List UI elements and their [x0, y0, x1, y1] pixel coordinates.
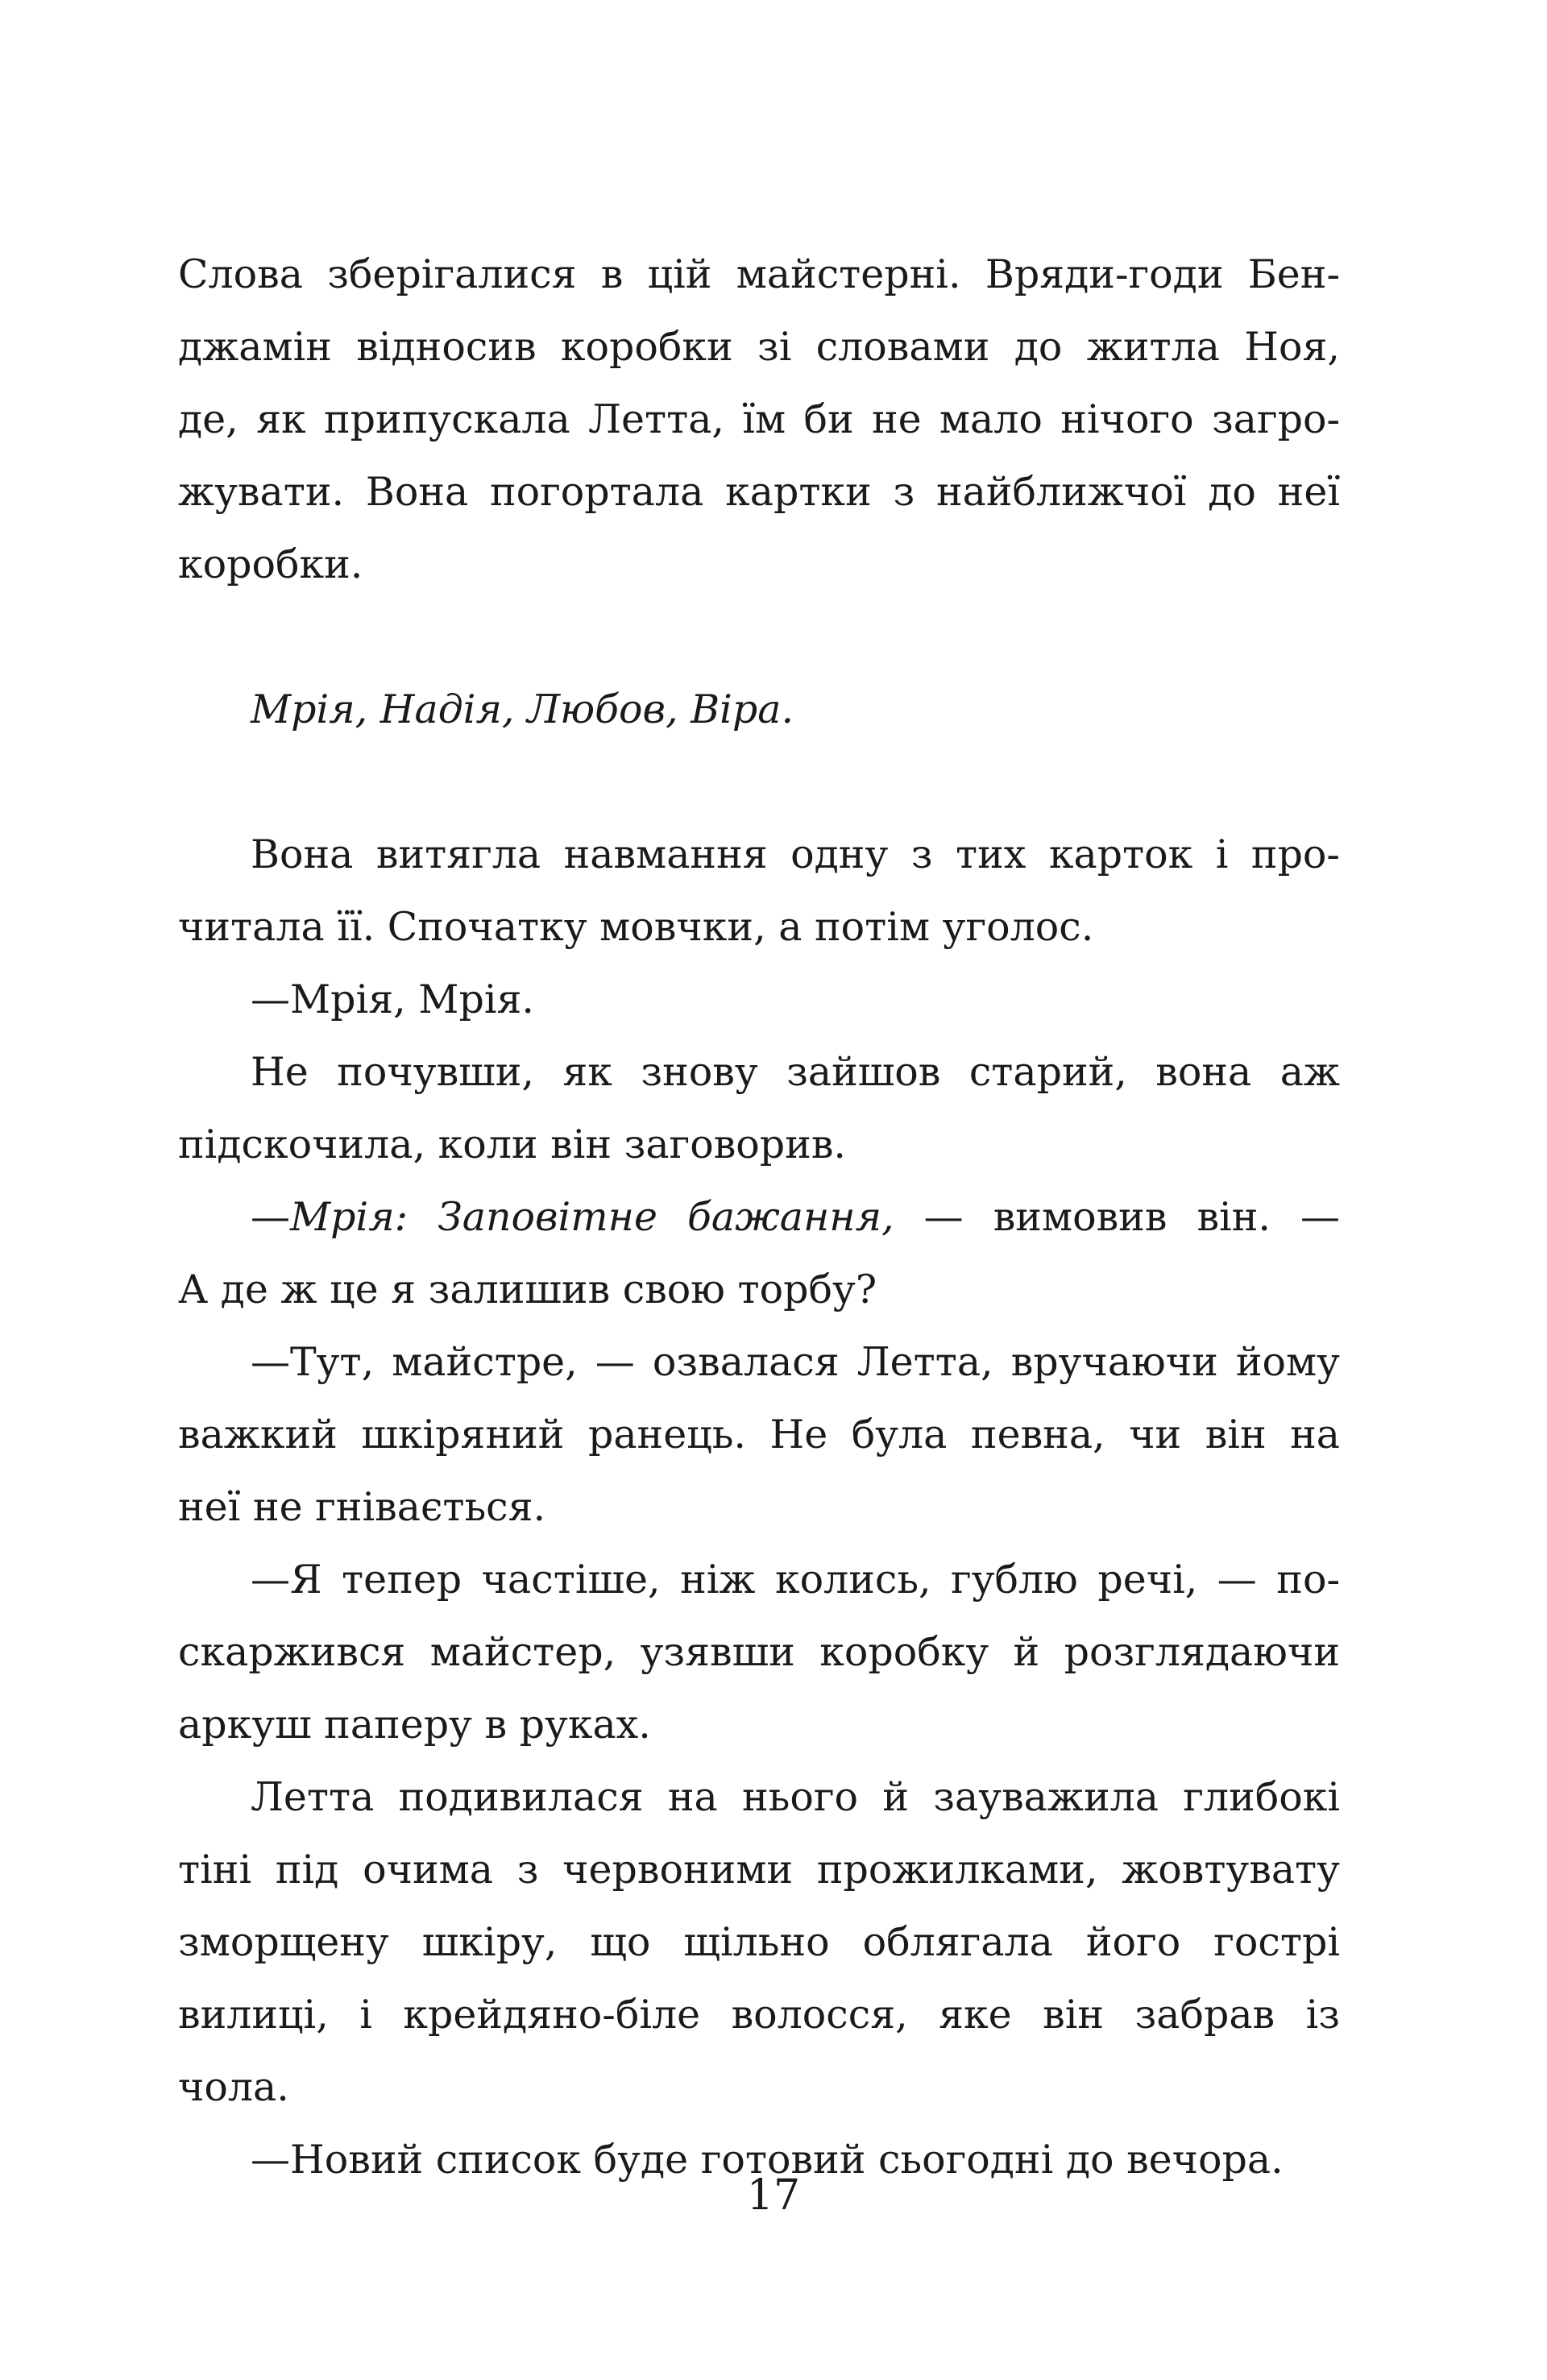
text-line: вилиці, і крейдяно-біле волосся, яке він забрав із: [178, 1992, 1340, 2038]
dialogue-line: [178, 1544, 1340, 1761]
text-line: неї не гнівається.: [178, 1484, 546, 1530]
text-line: тіні під очима з червоними прожилками, жовтувату: [178, 1847, 1340, 1893]
text-line: —Я тепер частіше, ніж колись, гублю речі, — по-: [251, 1557, 1340, 1603]
italic-quote: Мрія: Заповітне бажання,: [290, 1194, 894, 1240]
text-line: Не почувши, як знову зайшов старий, вона аж: [251, 1049, 1340, 1095]
italic-word-list: [178, 674, 1340, 746]
text-line: —Мрія, Мрія.: [251, 976, 534, 1022]
dialogue-line: [178, 1181, 1340, 1326]
text-line: Слова зберігалися в цій майстерні. Вряди-годи Бен-: [178, 251, 1340, 297]
text-line: жувати. Вона погортала картки з найближчої до неї: [178, 469, 1340, 515]
paragraph-gap: [178, 601, 1340, 674]
text-line: зморщену шкіру, що щільно облягала його гострі: [178, 1919, 1340, 1965]
text-line: [178, 1181, 1340, 1254]
paragraph: [178, 238, 1340, 601]
paragraph: [178, 1761, 1340, 2124]
text-line: Мрія, Надія, Любов, Віра.: [251, 686, 794, 732]
text-line: читала її. Спочатку мовчки, а потім уголос.: [178, 904, 1094, 950]
text-line: важкий шкіряний ранець. Не була певна, чи він на: [178, 1412, 1340, 1457]
text-line: де, як припускала Летта, їм би не мало нічого загро-: [178, 396, 1340, 442]
text-line: аркуш паперу в руках.: [178, 1702, 651, 1748]
text-line: —Тут, майстре, — озвалася Летта, вручаючи йому: [251, 1339, 1340, 1385]
dialogue-line: [178, 964, 1340, 1036]
paragraph: [178, 1036, 1340, 1181]
text-line: підскочила, коли він заговорив.: [178, 1122, 846, 1167]
text-line: чола.: [178, 2064, 289, 2110]
text-line: скаржився майстер, узявши коробку й розглядаючи: [178, 1629, 1340, 1675]
paragraph-gap: [178, 746, 1340, 819]
text-line: Летта подивилася на нього й зауважила глибокі: [251, 1774, 1340, 1820]
page-number: 17: [746, 2171, 801, 2220]
paragraph: [178, 819, 1340, 964]
text-line: Вона витягла навмання одну з тих карток і про-: [251, 831, 1340, 877]
dialogue-line: [178, 1326, 1340, 1544]
text-line: —Новий список буде готовий сьогодні до вечора.: [251, 2137, 1284, 2183]
book-page-body: [178, 238, 1340, 2196]
text-line: коробки.: [178, 541, 363, 587]
text-line: джамін відносив коробки зі словами до житла Ноя,: [178, 324, 1340, 370]
text-line: А де ж це я залишив свою торбу?: [178, 1267, 877, 1312]
text-rest: — вимовив він. —: [894, 1194, 1340, 1240]
em-dash: —: [251, 1194, 290, 1240]
